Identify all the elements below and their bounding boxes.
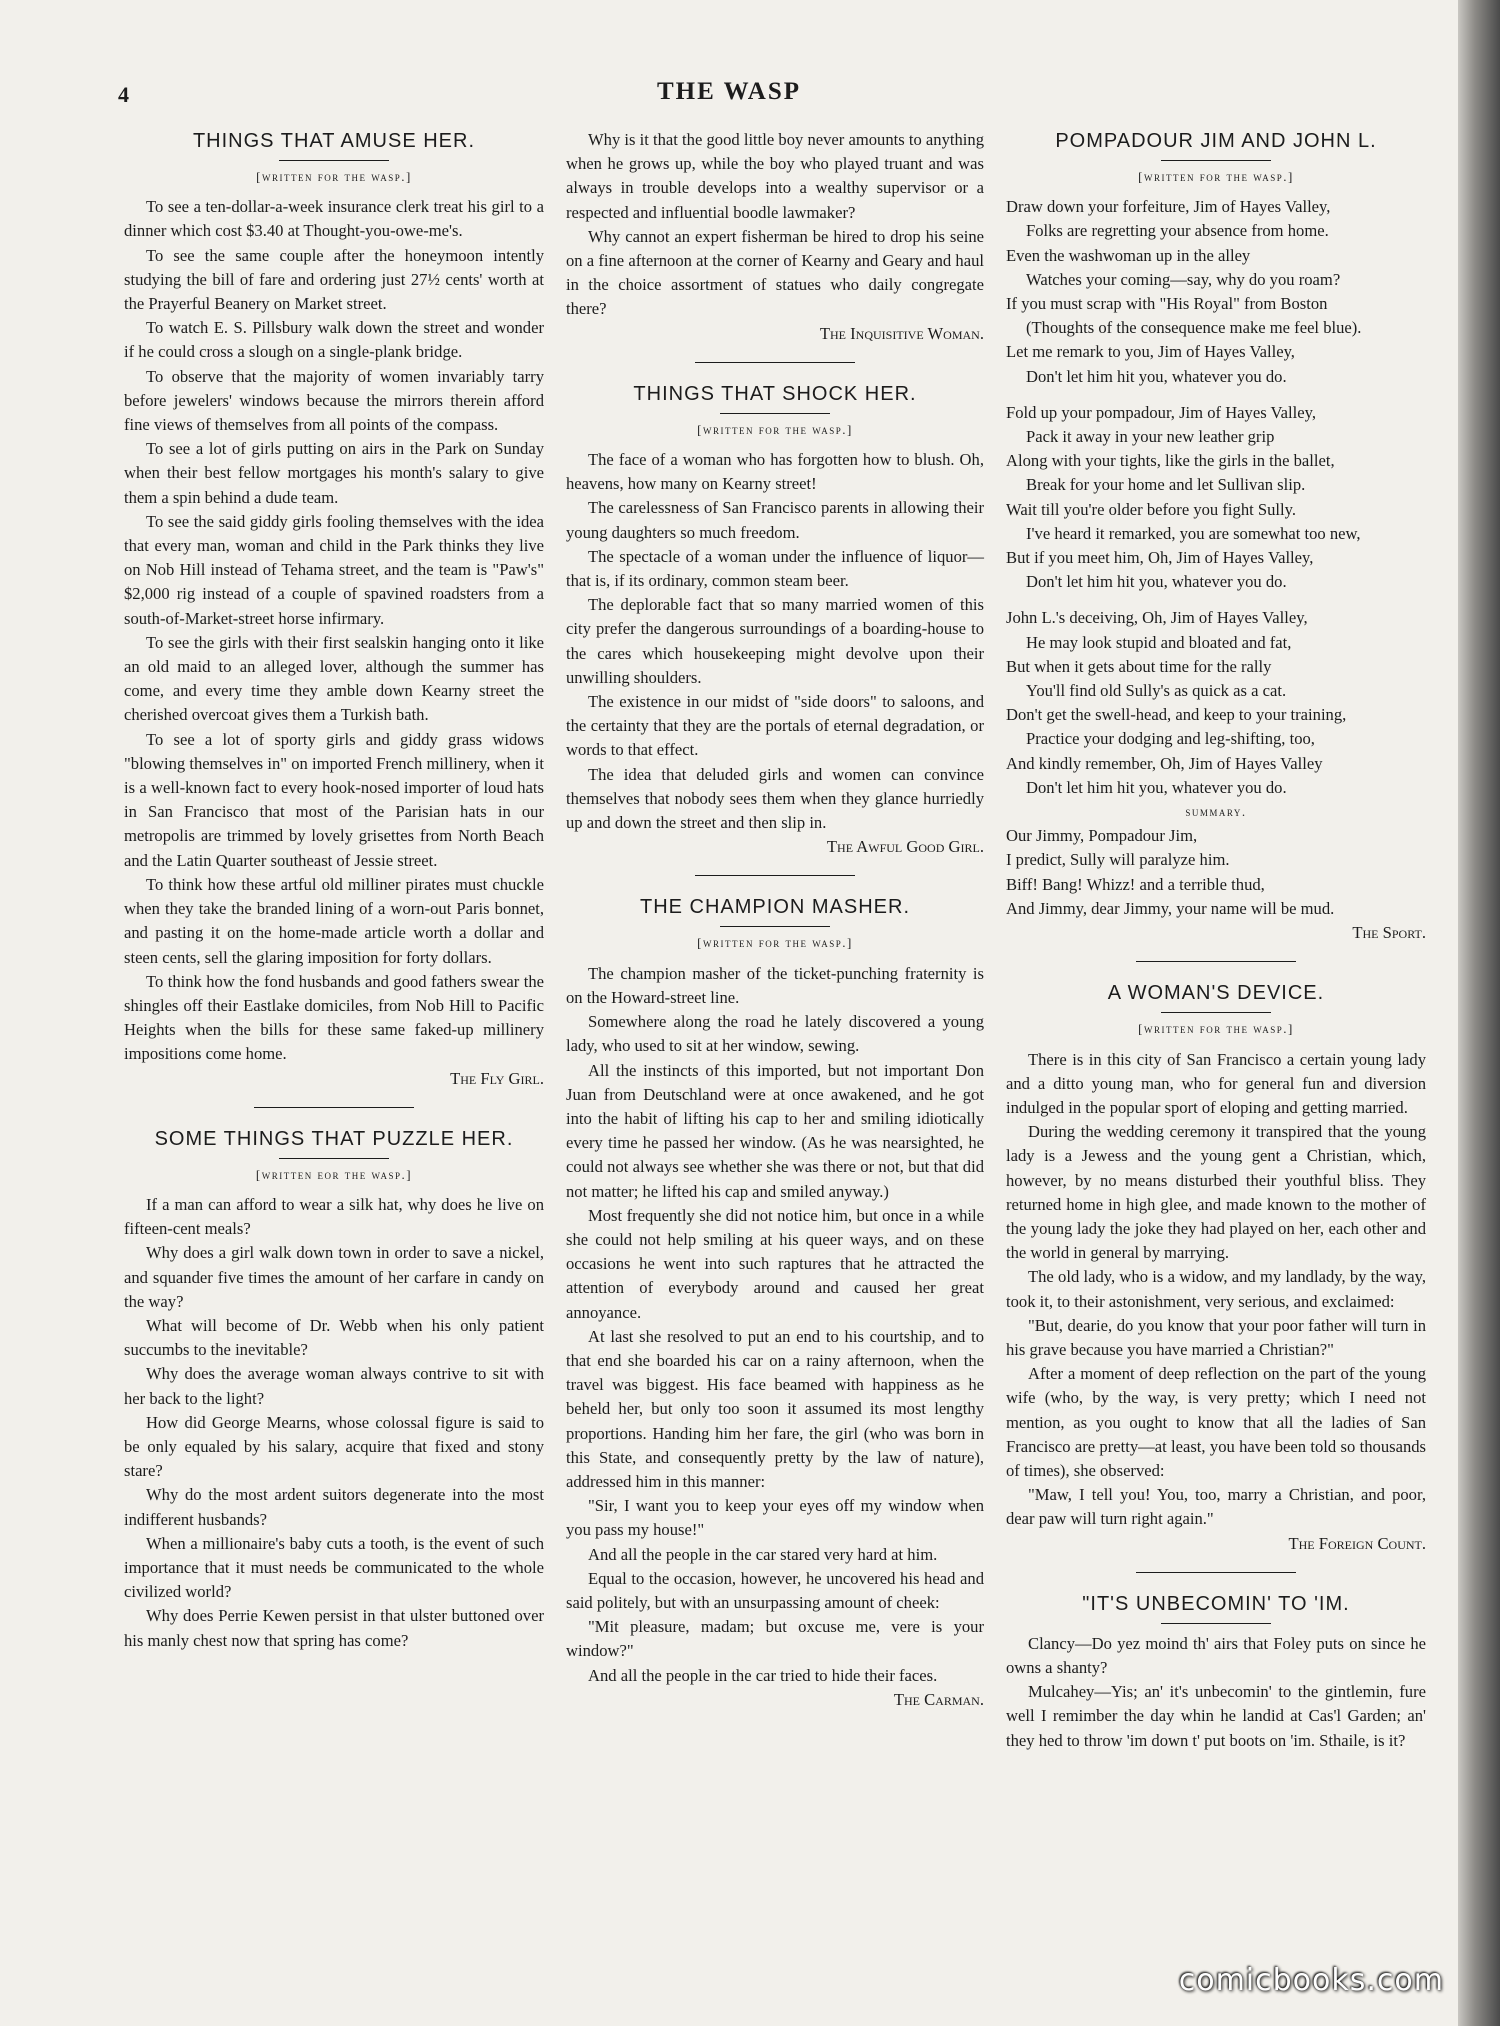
paragraph: The old lady, who is a widow, and my landlady, by the way, took it, to their astonishment, very serious, and exclaimed: [1006, 1267, 1426, 1311]
poem-line: You'll find old Sully's as quick as a cat. [1026, 681, 1287, 701]
paragraph: "But, dearie, do you know that your poor father will turn in his grave because you have married a Christian?" [1006, 1315, 1426, 1359]
title-rule [1161, 1012, 1271, 1013]
article-title-device: A WOMAN'S DEVICE. [1107, 982, 1325, 1005]
paragraph: The existence in our midst of "side doors" to saloons, and the certainty that they are the portals of eternal degradation, or words to that effect. [566, 692, 984, 760]
poem-line: Along with your tights, like the girls in the ballet, [1006, 451, 1335, 471]
paragraph: "Mit pleasure, madam; but oxcuse me, vere is your window?" [566, 1617, 984, 1661]
paragraph: To see a lot of girls putting on airs in the Park on Sunday when their best fellow mortgages his month's salary to give them a spin behind a dude team. [124, 439, 544, 507]
paragraph: To see the girls with their first sealskin hanging onto it like an old maid to an alleged lover, although the summer has come, and every time they amble down Kearny street the cherished overcoat gives them a Turkish bath. [124, 632, 544, 725]
paragraph: The carelessness of San Francisco parents in allowing their young daughters so much freedom. [566, 498, 984, 542]
paragraph: Equal to the occasion, however, he uncovered his head and said politely, but with an unsurpassing amount of cheek: [566, 1568, 984, 1612]
summary-line: And Jimmy, dear Jimmy, your name will be mud. [1006, 898, 1335, 918]
poem-line: And kindly remember, Oh, Jim of Hayes Valley [1006, 753, 1323, 773]
paragraph: At last she resolved to put an end to his courtship, and to that end she boarded his car on a rainy afternoon, when the travel was biggest. His face beamed with happiness as he beheld her, but only too soon it assumed its most lengthy proportions. Handing him her fare, the girl (who was born in this State, and consequently pretty by the law of nature), addressed him in this manner: [566, 1326, 984, 1491]
poem-line: Don't get the swell-head, and keep to your training, [1006, 705, 1347, 725]
stanza-gap [1006, 389, 1426, 401]
poem-line: If you must scrap with "His Royal" from Boston [1006, 294, 1328, 314]
paragraph: The champion masher of the ticket-punching fraternity is on the Howard-street line. [566, 963, 984, 1007]
poem-line: But when it gets about time for the rally [1006, 656, 1272, 676]
paragraph: If a man can afford to wear a silk hat, why does he live on fifteen-cent meals? [124, 1194, 544, 1239]
paragraph: The spectacle of a woman under the influence of liquor—that is, if its ordinary, common steam beer. [566, 546, 984, 591]
poem-line: I've heard it remarked, you are somewhat too new, [1026, 523, 1361, 543]
paragraph: "Sir, I want you to keep your eyes off my window when you pass my house!" [566, 1496, 984, 1540]
poem-line: John L.'s deceiving, Oh, Jim of Hayes Valley, [1006, 608, 1308, 628]
paragraph: Clancy—Do yez moind th' airs that Foley puts on since he owns a shanty? [1006, 1633, 1426, 1677]
article-title-shock: THINGS THAT SHOCK HER. [633, 382, 917, 405]
pompadour-poem [1006, 195, 1426, 945]
article-separator [254, 1107, 414, 1108]
puzzle-continued [566, 128, 984, 346]
signature-fly-girl: The Fly Girl. [450, 1068, 544, 1088]
poem-line: Don't let him hit you, whatever you do. [1026, 366, 1287, 386]
article-separator [1136, 961, 1296, 962]
article-title-unbecomin: "IT'S UNBECOMIN' TO 'IM. [1082, 1592, 1350, 1615]
paragraph: "Maw, I tell you! You, too, marry a Christian, and poor, dear paw will turn right again." [1006, 1485, 1426, 1529]
paragraph: Why is it that the good little boy never amounts to anything when he grows up, while the boy who played truant and was always in trouble develops into a wealthy supervisor or a respected and influential boodle lawmaker? [566, 130, 984, 222]
poem-line: Don't let him hit you, whatever you do. [1026, 777, 1287, 797]
poem-line: Watches your coming—say, why do you roam? [1026, 269, 1341, 289]
stanza-gap [1006, 594, 1426, 606]
column-2 [566, 128, 984, 1712]
watermark: comicbooks.com [1178, 1963, 1444, 1998]
signature-sport: The Sport. [1352, 923, 1426, 943]
article-separator [1136, 1572, 1296, 1573]
poem-line: Draw down your forfeiture, Jim of Hayes Valley, [1006, 197, 1331, 217]
signature-carman: The Carman. [893, 1689, 984, 1709]
paragraph: Most frequently she did not notice him, but once in a while she could not help smiling at his queer ways, and on these occasions he went into such raptures that he attracted the attention of everybody around and caused her great annoyance. [566, 1205, 984, 1322]
summary-line: I predict, Sully will paralyze him. [1006, 850, 1230, 870]
poem-line: Don't let him hit you, whatever you do. [1026, 572, 1287, 592]
masher-body [566, 962, 984, 1712]
title-rule [720, 926, 830, 927]
paragraph: During the wedding ceremony it transpired that the young lady is a Jewess and the young gent a Christian, which, however, by no means disturbed their youthful bliss. They returned home in high glee, and made known to the mother of the young lady the joke they had played on her, each other and the world in general by marrying. [1006, 1122, 1426, 1263]
poem-line: Break for your home and let Sullivan slip. [1026, 475, 1306, 495]
shock-body [566, 448, 984, 859]
paragraph: To watch E. S. Pillsbury walk down the street and wonder if he could cross a slough on a single-plank bridge. [124, 318, 544, 362]
poem-line: Pack it away in your new leather grip [1026, 427, 1275, 447]
title-rule [1161, 160, 1271, 161]
byline: [written for the wasp.] [256, 169, 412, 184]
poem-stanza-2 [1006, 401, 1426, 595]
article-title-puzzle: SOME THINGS THAT PUZZLE HER. [154, 1127, 514, 1150]
paragraph: The face of a woman who has forgotten how to blush. Oh, heavens, how many on Kearny street! [566, 450, 984, 494]
paragraph: What will become of Dr. Webb when his only patient succumbs to the inevitable? [124, 1315, 544, 1360]
amuse-body [124, 195, 544, 1091]
signature-awful-good-girl: The Awful Good Girl. [826, 837, 984, 857]
article-separator [695, 362, 855, 363]
poem-line: Let me remark to you, Jim of Hayes Valley, [1006, 342, 1295, 362]
paragraph: How did George Mearns, whose colossal figure is said to be only equaled by his salary, acquire that fixed and stony stare? [124, 1412, 544, 1481]
paragraph: To see the said giddy girls fooling themselves with the idea that every man, woman and child in the Park thinks they live on Nob Hill instead of Tehama street, and the team is "Paw's" $2,000 rig instead of a couple of spavined roadsters from a south-of-Market-street horse infirmary. [124, 511, 544, 628]
paragraph: To think how the fond husbands and good fathers swear the shingles off their Eastlake domiciles, from Nob Hill to Pacific Heights when the bills for these same faked-up millinery impositions come home. [124, 971, 544, 1064]
paragraph: Why does the average woman always contrive to sit with her back to the light? [124, 1364, 544, 1408]
paragraph: The deplorable fact that so many married women of this city prefer the dangerous surroundings of a boarding-house to the cares which housekeeping might devolve upon their unwilling shoulders. [566, 595, 984, 687]
summary-line: Biff! Bang! Whizz! and a terrible thud, [1006, 874, 1265, 894]
paragraph: Why does a girl walk down town in order to save a nickel, and squander five times the amount of her carfare in candy on the way? [124, 1243, 544, 1311]
paragraph: To think how these artful old milliner pirates must chuckle when they take the branded lining of a worn-out Paris bonnet, and pasting it on the home-made article worth a dollar and steen cents, sell the glaring imposition for forty dollars. [124, 874, 544, 967]
poem-stanza-1 [1006, 195, 1426, 389]
column-3 [1006, 128, 1426, 1753]
paragraph: And all the people in the car stared very hard at him. [588, 1544, 938, 1564]
poem-line: Wait till you're older before you fight Sully. [1006, 499, 1296, 519]
paragraph: Somewhere along the road he lately discovered a young lady, who used to sit at her window, sewing. [566, 1012, 984, 1056]
column-1 [124, 128, 544, 1653]
byline: [written for the wasp.] [1138, 169, 1294, 184]
page-number: 4 [118, 82, 129, 107]
puzzle-body [124, 1193, 544, 1653]
poem-line: Folks are regretting your absence from home. [1026, 221, 1329, 241]
paragraph: The idea that deluded girls and women can convince themselves that nobody sees them when they glance hurriedly up and down the street and then slip in. [566, 764, 984, 833]
paragraph: There is in this city of San Francisco a certain young lady and a ditto young man, who for general fun and diversion indulged in the popular sport of eloping and getting married. [1006, 1049, 1426, 1117]
summary-label: summary. [1185, 804, 1247, 820]
paragraph: All the instincts of this imported, but not important Don Juan from Deutschland were at once awakened, and he got into the habit of lifting his cap to her and smiling idiotically every time he passed her window. (As he was nearsighted, he could not always see whether she was there or not, but that did not matter; he lifted his cap and smiled anyway.) [566, 1060, 984, 1201]
device-body [1006, 1048, 1426, 1556]
byline: [written for the wasp.] [697, 421, 853, 437]
poem-line: He may look stupid and bloated and fat, [1026, 632, 1292, 652]
signature-inquisitive-woman: The Inquisitive Woman. [819, 323, 984, 343]
byline: [written eor the wasp.] [255, 1166, 413, 1182]
paragraph: And all the people in the car tried to hide their faces. [588, 1665, 938, 1685]
summary-line: Our Jimmy, Pompadour Jim, [1006, 826, 1198, 846]
article-separator [695, 875, 855, 876]
title-rule [720, 413, 830, 414]
paragraph: Why does Perrie Kewen persist in that ulster buttoned over his manly chest now that spring has come? [124, 1606, 544, 1650]
paragraph: To see a ten-dollar-a-week insurance clerk treat his girl to a dinner which cost $3.40 at Thought-you-owe-me's. [124, 197, 544, 241]
masthead-title: THE WASP [656, 78, 802, 105]
article-title-pompadour: POMPADOUR JIM AND JOHN L. [1055, 130, 1377, 152]
title-rule [1161, 1623, 1271, 1624]
title-rule [279, 160, 389, 161]
page-spine [1458, 0, 1500, 2026]
paragraph: To see the same couple after the honeymoon intently studying the bill of fare and ordering just 27½ cents' worth at the Prayerful Beanery on Market street. [124, 245, 544, 314]
paragraph: Mulcahey—Yis; an' it's unbecomin' to the gintlemin, fure well I remimber the day whin he landid at Cas'l Garden; an' they hed to throw 'im down t' put boots on 'im. Sthaile, is it? [1006, 1682, 1426, 1750]
unbecomin-body [1006, 1632, 1426, 1753]
signature-foreign-count: The Foreign Count. [1288, 1533, 1426, 1553]
article-title-masher: THE CHAMPION MASHER. [639, 896, 911, 919]
article-title-amuse: THINGS THAT AMUSE HER. [192, 130, 476, 152]
paragraph: To see a lot of sporty girls and giddy grass widows "blowing themselves in" on imported French millinery, when it is a well-known fact to every hook-nosed importer of loud hats in San Francisco that most of the Parisian hats in our metropolis are trimmed by lovely grisettes from North Beach and the Latin Quarter southeast of Jessie street. [124, 729, 544, 870]
poem-stanza-3 [1006, 606, 1426, 800]
paragraph: Why do the most ardent suitors degenerate into the most indifferent husbands? [124, 1485, 544, 1529]
poem-line: (Thoughts of the consequence make me feel blue). [1026, 318, 1362, 338]
poem-line: Even the washwoman up in the alley [1006, 245, 1251, 265]
paragraph: Why cannot an expert fisherman be hired to drop his seine on a fine afternoon at the corner of Kearny and Geary and haul in the choice assortment of statues who daily congregate there? [566, 226, 984, 319]
title-rule [279, 1158, 389, 1159]
byline: [written for the wasp.] [1138, 1021, 1294, 1037]
poem-line: But if you meet him, Oh, Jim of Hayes Valley, [1006, 548, 1314, 568]
poem-line: Fold up your pompadour, Jim of Hayes Valley, [1006, 402, 1316, 422]
paragraph: After a moment of deep reflection on the part of the young wife (who, by the way, is very pretty; which I need not mention, as you ought to know that all the ladies of San Francisco are pretty—at least, you have been told so thousands of times), she observed: [1006, 1364, 1426, 1480]
paragraph: To observe that the majority of women invariably tarry before jewelers' windows because the mirrors therein afford fine views of themselves from all points of the compass. [124, 366, 544, 435]
byline: [written for the wasp.] [697, 935, 853, 951]
poem-line: Practice your dodging and leg-shifting, too, [1026, 729, 1315, 749]
paragraph: When a millionaire's baby cuts a tooth, is the event of such importance that it must needs be communicated to the whole civilized world? [124, 1533, 544, 1602]
